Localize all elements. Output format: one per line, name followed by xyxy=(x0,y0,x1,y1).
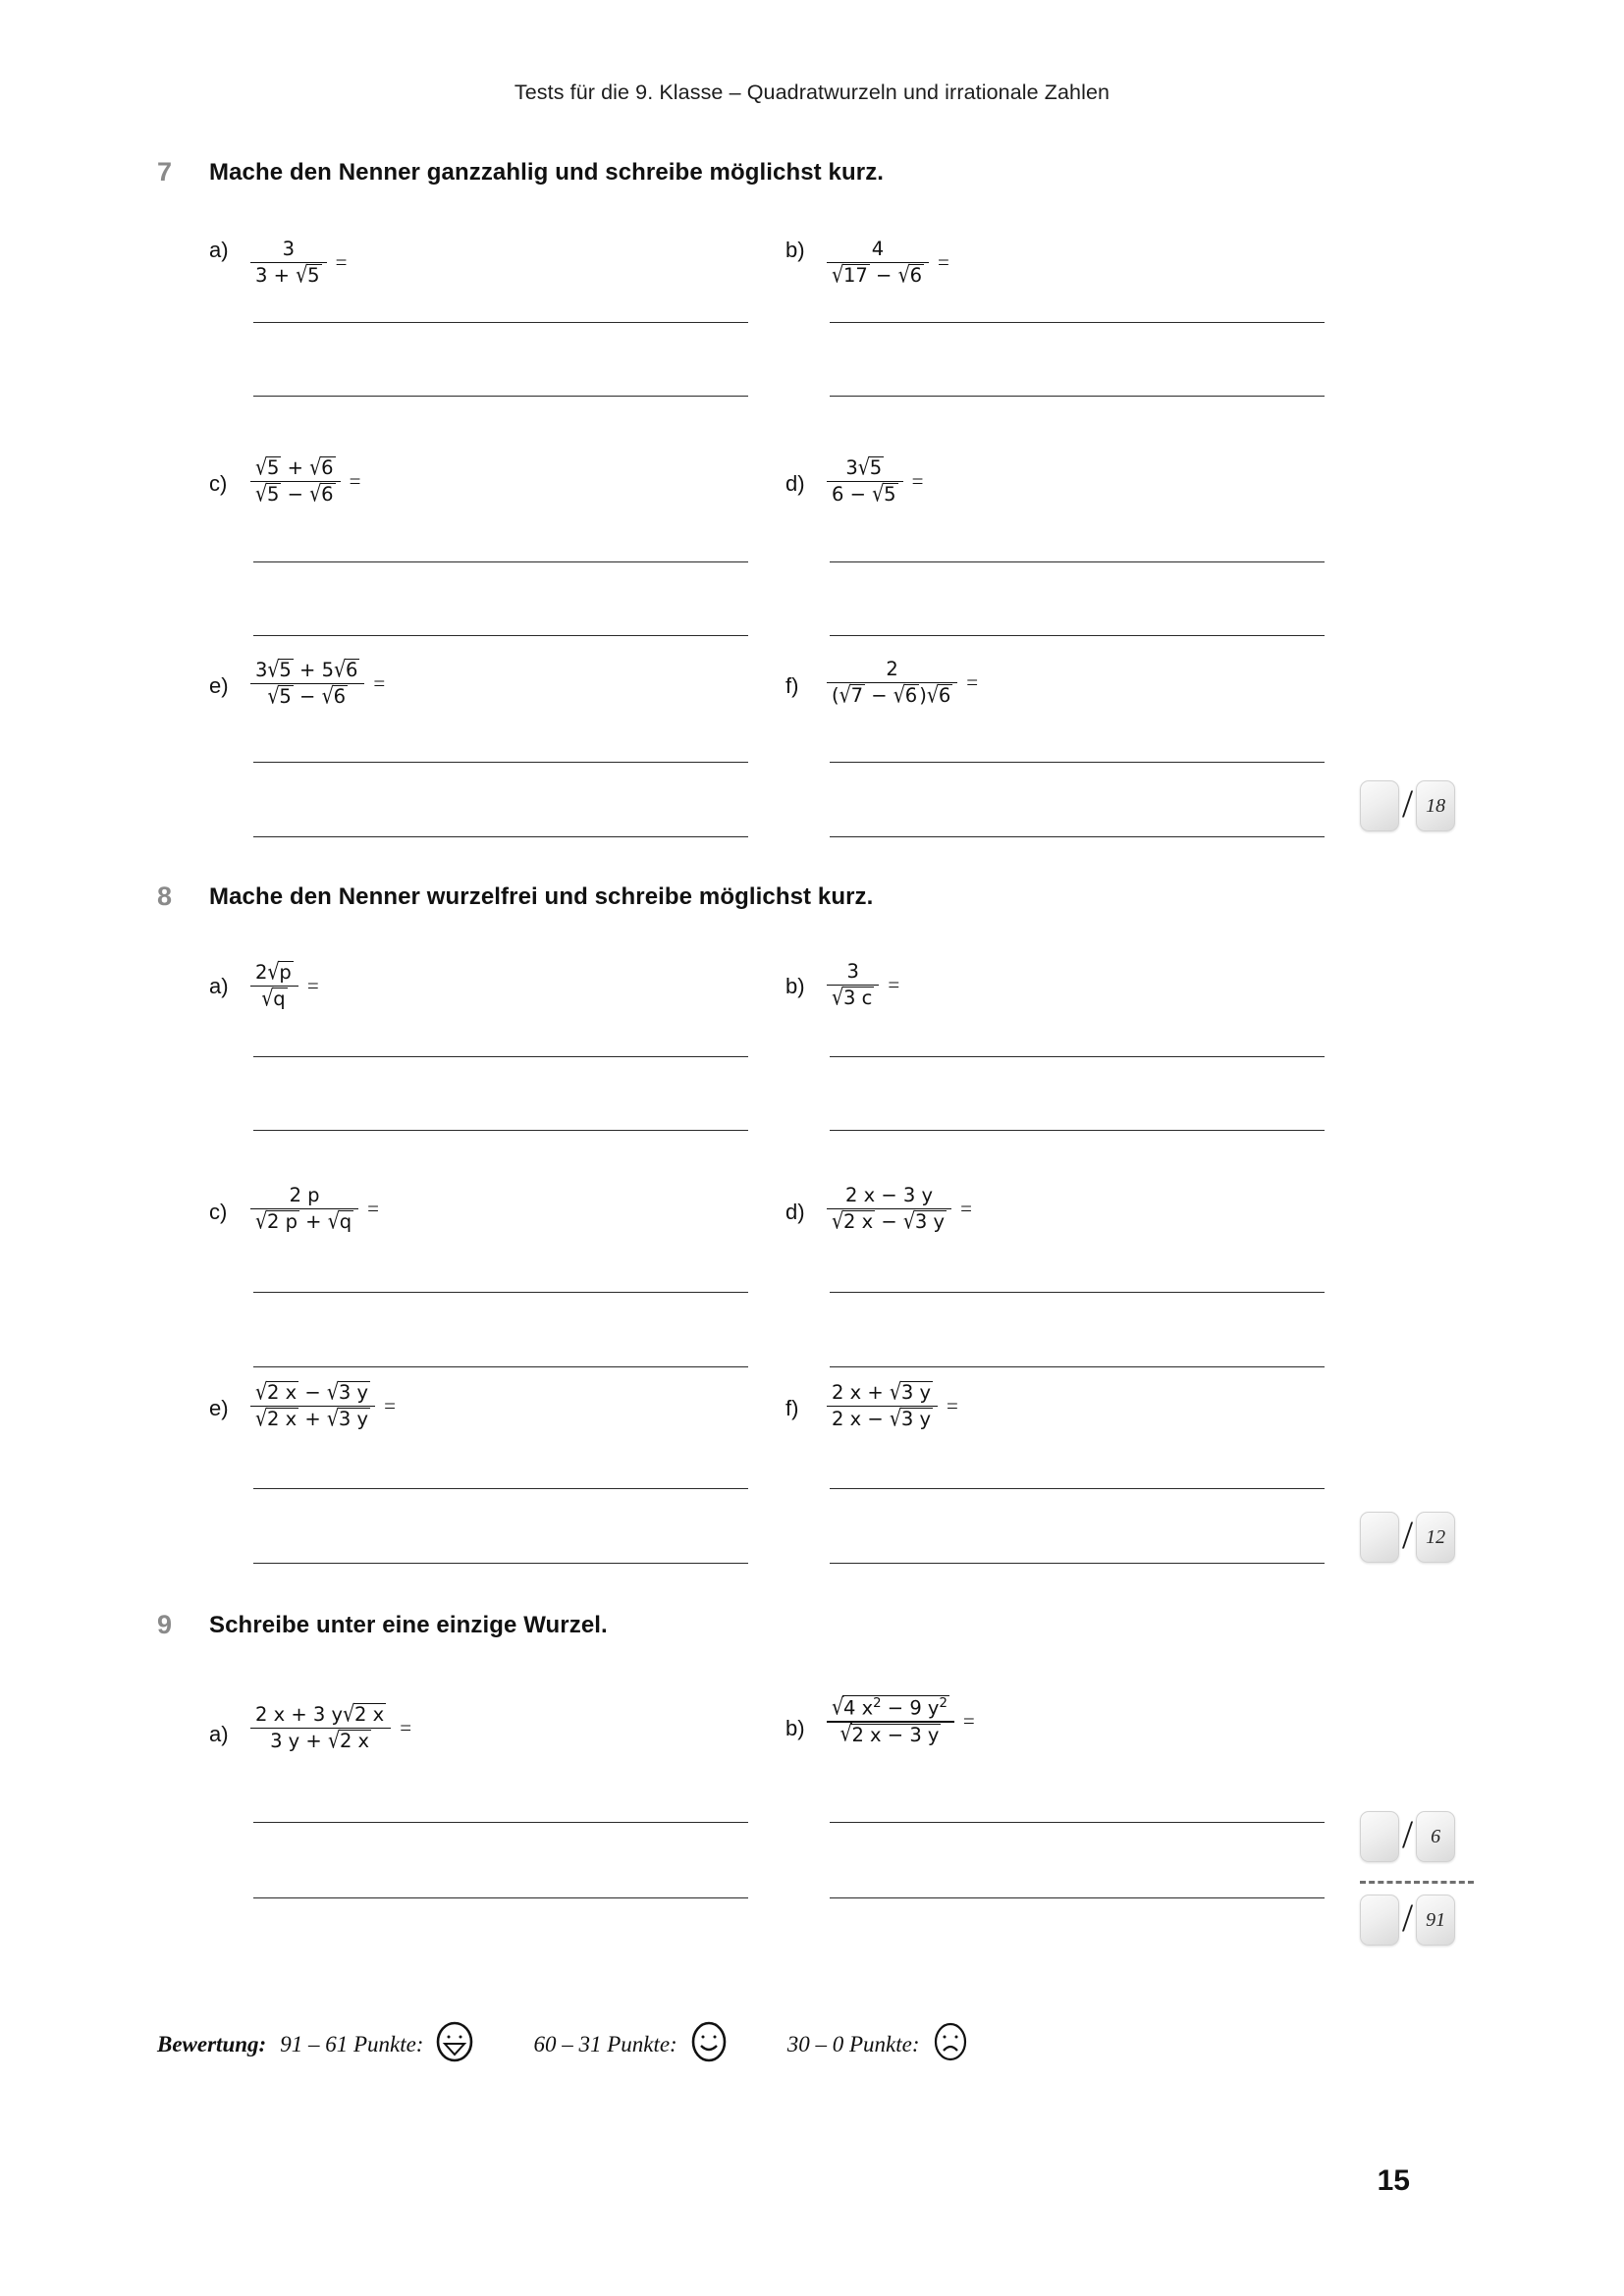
equals-sign: = xyxy=(400,1715,412,1739)
total-score-input-box[interactable] xyxy=(1360,1895,1399,1946)
exercise-9-title: Schreibe unter eine einzige Wurzel. xyxy=(209,1612,608,1638)
math-7f: $\frac{2}{( √ 7 - √ 6 ) √ 6}$ = xyxy=(827,658,978,709)
item-label-f: f) xyxy=(785,1396,799,1420)
score-input-box[interactable] xyxy=(1360,1512,1399,1563)
score-max-box: 18 xyxy=(1416,780,1455,831)
score-badge-exercise-8[interactable] xyxy=(1360,1512,1455,1563)
answer-line[interactable] xyxy=(253,322,748,323)
answer-line[interactable] xyxy=(830,1897,1325,1898)
score-badge-exercise-7[interactable] xyxy=(1360,780,1455,831)
evaluation-band-1-range: 91 – 61 Punkte: xyxy=(280,2032,424,2056)
math-7b: 4 √ 17 − √ 6 = xyxy=(827,238,949,289)
equals-sign: = xyxy=(373,670,386,695)
math-8f: $\frac{2 x + √ 3 y}{2 x - √ 3 y}$ = xyxy=(827,1380,958,1432)
exercise-8-title: Mache den Nenner wurzelfrei und schreibe möglichst kurz. xyxy=(209,883,874,910)
equals-sign: = xyxy=(888,973,900,997)
evaluation-band-2-range: 60 – 31 Punkte: xyxy=(533,2032,677,2056)
equals-sign: = xyxy=(947,1393,958,1417)
equals-sign: = xyxy=(306,973,319,997)
answer-line[interactable] xyxy=(830,1488,1325,1489)
answer-line[interactable] xyxy=(253,762,748,763)
answer-line[interactable] xyxy=(253,1822,748,1823)
neutral-smile-face-icon xyxy=(687,2020,731,2069)
evaluation-row xyxy=(157,2020,1029,2069)
item-label-c: c) xyxy=(209,1200,228,1224)
score-max-box: 6 xyxy=(1416,1811,1455,1862)
score-separator xyxy=(1360,1881,1474,1884)
running-header: Tests für die 9. Klasse – Quadratwurzeln und irrationale Zahlen xyxy=(514,80,1110,104)
score-badge-exercise-9[interactable] xyxy=(1360,1811,1455,1862)
score-max-box: 12 xyxy=(1416,1512,1455,1563)
item-label-a: a) xyxy=(209,974,229,998)
equals-sign: = xyxy=(911,468,924,493)
answer-line[interactable] xyxy=(253,1488,748,1489)
item-label-b: b) xyxy=(785,974,805,998)
score-slash: / xyxy=(1402,1896,1414,1940)
math-8d: 2 x − 3 y √ 2 x − √ 3 y = xyxy=(827,1184,972,1235)
evaluation-band-2 xyxy=(533,2020,730,2069)
item-label-e: e) xyxy=(209,673,229,698)
answer-line[interactable] xyxy=(830,1056,1325,1057)
exercise-7 xyxy=(0,157,1624,708)
sad-face-icon xyxy=(929,2020,972,2069)
happy-face-icon xyxy=(433,2020,476,2069)
answer-line[interactable] xyxy=(830,836,1325,837)
math-7d: $\frac{3 √ 5}{6 - √ 5}$ = xyxy=(827,455,923,507)
equals-sign: = xyxy=(335,250,348,275)
math-8e: √ 2 x − √ 3 y √ 2 x + √ 3 y = xyxy=(250,1380,396,1432)
evaluation-band-3 xyxy=(787,2020,973,2069)
equals-sign: = xyxy=(938,250,949,275)
item-label-e: e) xyxy=(209,1396,229,1420)
score-slash: / xyxy=(1402,1513,1414,1557)
exercise-8-row-3 xyxy=(0,1274,1624,1470)
exercise-7-row-3 xyxy=(0,550,1624,746)
total-score-max-box: 91 xyxy=(1416,1895,1455,1946)
item-label-b: b) xyxy=(785,1716,805,1740)
item-label-f: f) xyxy=(785,673,799,698)
item-label-a: a) xyxy=(209,1722,229,1746)
answer-line[interactable] xyxy=(253,1563,748,1564)
score-input-box[interactable] xyxy=(1360,1811,1399,1862)
score-slash: / xyxy=(1402,781,1414,826)
equals-sign: = xyxy=(349,468,361,493)
exercise-8-row-2 xyxy=(0,1078,1624,1274)
evaluation-band-1 xyxy=(280,2020,476,2069)
math-7a: $\frac{3}{3 + √ 5}$ = xyxy=(250,238,347,289)
equals-sign: = xyxy=(367,1197,379,1221)
evaluation-title: Bewertung: xyxy=(157,2032,267,2056)
equals-sign: = xyxy=(966,670,979,695)
equals-sign: = xyxy=(962,1708,975,1733)
item-label-d: d) xyxy=(785,1200,805,1224)
equals-sign: = xyxy=(960,1197,972,1221)
math-9a: $\frac{2 x + 3 y √ 2 x}{3 y + √ 2 x}$ = xyxy=(250,1702,411,1754)
exercise-8-heading xyxy=(0,881,1624,927)
evaluation-band-3-range: 30 – 0 Punkte: xyxy=(786,2032,920,2056)
exercise-7-heading xyxy=(0,157,1624,202)
math-8b: 3 √ 3 c = xyxy=(827,960,899,1011)
exercise-8-number: 8 xyxy=(157,881,173,911)
exercise-9-heading xyxy=(0,1610,1624,1655)
equals-sign: = xyxy=(384,1393,396,1417)
score-input-box[interactable] xyxy=(1360,780,1399,831)
math-7c: √ 5 + √ 6 √ 5 − √ 6 = xyxy=(250,455,360,507)
math-8a: 2 √ p √ q = xyxy=(250,960,319,1012)
score-slash: / xyxy=(1402,1812,1414,1856)
score-badge-total[interactable] xyxy=(1360,1895,1455,1946)
answer-line[interactable] xyxy=(253,1897,748,1898)
answer-line[interactable] xyxy=(830,762,1325,763)
item-label-b: b) xyxy=(785,238,805,262)
item-label-a: a) xyxy=(209,238,229,262)
answer-line[interactable] xyxy=(830,1822,1325,1823)
answer-line[interactable] xyxy=(253,1056,748,1057)
page-number: 15 xyxy=(1377,2164,1410,2197)
exercise-7-title: Mache den Nenner ganzzahlig und schreibe möglichst kurz. xyxy=(209,159,885,186)
math-8c: 2 p √ 2 p + √ q = xyxy=(250,1184,379,1235)
math-9b: √ 4 $x^2 - 9$ $y^2$ √ 2 x − 3 y = xyxy=(827,1694,975,1747)
exercise-7-row-2 xyxy=(0,353,1624,550)
item-label-c: c) xyxy=(209,471,228,496)
exercise-9-number: 9 xyxy=(157,1610,173,1639)
math-7e: 3 √ 5 + 5 √ 6 √ 5 − √ 6 = xyxy=(250,658,385,710)
answer-line[interactable] xyxy=(830,1563,1325,1564)
answer-line[interactable] xyxy=(830,322,1325,323)
item-label-d: d) xyxy=(785,471,805,496)
exercise-8 xyxy=(0,881,1624,1430)
exercise-7-number: 7 xyxy=(157,157,173,187)
answer-line[interactable] xyxy=(253,836,748,837)
